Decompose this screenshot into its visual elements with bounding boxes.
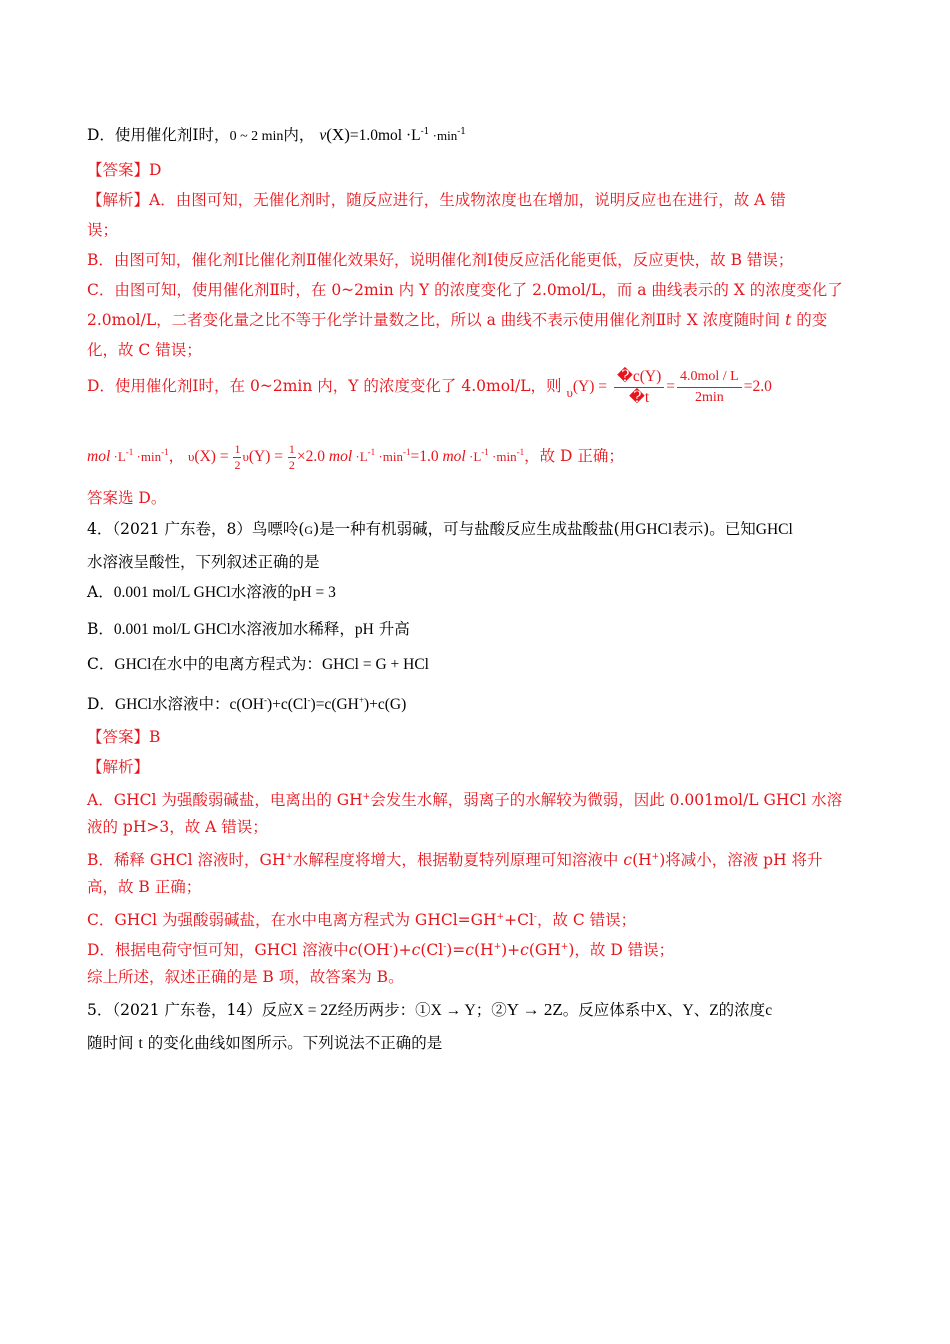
q4-option-b-label: B． (87, 620, 114, 638)
q3-option-d-prefix: D．使用催化剂Ⅰ时， (87, 126, 230, 144)
q3-analysis-line-8 (87, 432, 624, 477)
q4-analysis-a-2: 液的 pH>3，故 A 错误； (87, 818, 268, 836)
q5-s1f: 、 (693, 1001, 710, 1019)
q3-analysis-line-4: C．由图可知，使用催化剂Ⅱ时，在 0~2min 内 Y 的浓度变化了 2.0mol/L，而 a 曲线表示的 X 的浓度变化了 (87, 281, 843, 299)
q4-d1e: (Cl (420, 941, 444, 959)
q3-exp-5: -1 (481, 447, 489, 457)
q4-a1a: A．GHCl 为强酸弱碱盐，电离出的 GH (87, 791, 363, 809)
q3-analysis-line-5a: 2.0mol/L，二者变化量之比不等于化学计量数之比，所以 a 曲线不表示使用催化剂Ⅱ时 X 浓度随时间 (87, 311, 781, 329)
q4-d1-sup-2: - (443, 942, 447, 952)
q4-answer: 【答案】B (87, 728, 161, 746)
q3-exp-4: -1 (402, 447, 411, 457)
q3-unit-mol-2: mol (328, 448, 353, 465)
q5-s1g: 的浓度 (718, 1001, 766, 1019)
q4-option-c-formula: GHCl (114, 656, 152, 673)
q3-half-1 (233, 442, 241, 473)
q3-unit-l-2: ·L (352, 449, 368, 464)
q4-analysis-head: 【解析】 (87, 758, 150, 776)
q3-half-2-den: 2 (288, 457, 295, 472)
q3-rate-val: =1.0mol ·L (349, 127, 421, 144)
q5-s2a: 随时间 (87, 1034, 134, 1052)
q3-rate-exp-l: -1 (420, 127, 430, 137)
q3-vy-2: (Y) = (248, 448, 284, 465)
q5-reaction: X = 2Z (292, 1002, 338, 1019)
q4-option-c-label: C． (87, 655, 115, 673)
q5-x: X (655, 1002, 667, 1019)
q4-d-sup-2: - (307, 695, 311, 705)
q4-option-d (87, 690, 406, 715)
q5-s1d: 。反应体系中 (562, 1001, 656, 1019)
q4-b1d: (H (632, 851, 652, 869)
q4-d1f: )= (446, 941, 466, 959)
q3-rate-min: ·min (429, 128, 458, 143)
q4-analysis-b-2: 高，故 B 正确； (87, 878, 202, 896)
q3-vx: (X) = (194, 448, 229, 465)
q4-stem-1b: )是一种有机弱碱，可与盐酸反应生成盐酸盐(用 (313, 520, 636, 538)
q4-b1b: 水解程度将增大，根据勒夏特列原理可知溶液中 (292, 851, 619, 869)
q5-s1a: 5．（2021 广东卷，14）反应 (87, 1001, 293, 1019)
q3-exp-3: -1 (367, 447, 376, 457)
q4-stem-line-1 (87, 519, 793, 540)
q3-analysis-line-5b: 的变 (796, 311, 828, 329)
q3-analysis-line-6: 化，故 C 错误； (87, 341, 202, 359)
q5-t: t (138, 1035, 143, 1052)
q4-option-c-mid: 在水中的电离方程式为： (151, 655, 322, 673)
q3-fraction-num: �c(Y) (614, 367, 664, 388)
q3-fraction-den: �t (629, 388, 650, 406)
q4-option-b (87, 619, 410, 640)
q4-option-a-formula: 0.001 mol/L GHCl (113, 584, 231, 601)
q4-option-d-formula: GHCl (114, 696, 152, 713)
q4-b1-sup-2: + (651, 852, 660, 862)
q3-analysis-t: t (785, 311, 792, 329)
q3-unit-mol-1: mol (87, 448, 111, 465)
q5-y: Y (682, 1002, 694, 1019)
q4-d-sup-3: + (358, 695, 364, 705)
q4-b1-c: c (623, 851, 633, 869)
q3-times: ×2.0 (296, 448, 326, 465)
q3-analysis-line-3: B．由图可知，催化剂Ⅰ比催化剂Ⅱ催化效果好，说明催化剂Ⅰ使反应活化能更低，反应更快，故 B 错误； (87, 251, 794, 269)
q3-fraction-values (677, 367, 742, 408)
q4-d1-c4: c (520, 941, 529, 959)
q3-upsilon-2: υ (187, 449, 195, 464)
q4-option-a-label: A． (87, 583, 114, 601)
q5-stem-line-1 (87, 1000, 772, 1021)
q4-stem-line-2: 水溶液呈酸性，下列叙述正确的是 (87, 553, 320, 571)
q3-fraction-den2: 2min (694, 389, 724, 405)
q4-d1j: )，故 D 错误； (568, 941, 675, 959)
q4-stem-ghcl: GHCl (635, 521, 673, 538)
q4-option-a-mid: 水溶液的 (230, 583, 293, 601)
q3-comma: ， (168, 448, 185, 465)
q4-d1i: (GH (528, 941, 561, 959)
q4-analysis-d (87, 937, 674, 960)
q4-d1-c1: c (348, 941, 358, 959)
q3-exp-1: -1 (125, 447, 134, 457)
q3-analysis-line-5 (87, 310, 827, 330)
q3-half-2-num: 1 (288, 441, 295, 456)
q4-analysis-c (87, 907, 636, 930)
q4-b1-sup: + (285, 852, 293, 862)
q3-unit-min-1: ·min (133, 449, 162, 464)
q3-fraction-dc-dt (614, 367, 664, 408)
q3-answer: 【答案】D (87, 161, 162, 179)
q4-a1b: 会发生水解，弱离子的水解较为微弱，因此 0.001mol/L GHCl 水溶 (370, 791, 843, 809)
q3-result: =2.0 (743, 378, 772, 395)
q4-option-b-end: 升高 (378, 620, 410, 638)
q3-half-2 (288, 442, 296, 473)
q4-d1b: (OH (357, 941, 390, 959)
q3-analysis-line-2: 误； (87, 221, 119, 239)
q4-option-c (87, 654, 429, 675)
q3-fraction-num2: 4.0mol / L (677, 367, 742, 388)
q5-stem-line-2 (87, 1033, 442, 1054)
q4-d-sup-1: - (263, 695, 267, 705)
q4-d-eq-a: c(OH (229, 696, 264, 713)
q5-z: Z (709, 1002, 719, 1019)
q5-c: c (765, 1002, 773, 1019)
q4-option-b-formula: 0.001 mol/L GHCl (113, 621, 231, 638)
q4-analysis-b-1 (87, 847, 823, 870)
q4-option-a (87, 582, 336, 603)
q3-vy: (Y) = (572, 378, 608, 395)
q3-analysis-line-7-text: D．使用催化剂Ⅰ时，在 0~2min 内，Y 的浓度变化了 4.0mol/L，则 (87, 377, 562, 395)
q4-d1g: (H (473, 941, 494, 959)
q4-c1-sup: + (496, 912, 505, 922)
q4-stem-ghcl-2: GHCl (755, 521, 793, 538)
q5-s1b: 经历两步：① (337, 1001, 431, 1019)
q3-unit-l-1: ·L (110, 449, 126, 464)
q4-c1a: C．GHCl 为强酸弱碱盐，在水中电离方程式为 GHCl=GH (87, 911, 497, 929)
q3-line-8-end: ，故 D 正确； (524, 447, 624, 465)
q5-s1e: 、 (666, 1001, 683, 1019)
q4-d1-sup-3: + (493, 942, 502, 952)
q4-option-b-ph: pH (354, 621, 374, 638)
q4-a1-sup: + (362, 792, 371, 802)
q4-stem-1c: 表示)。已知 (672, 520, 756, 538)
q3-analysis-line-7 (87, 366, 772, 413)
q3-analysis-line-1: 【解析】A．由图可知，无催化剂时，随反应进行，生成物浓度也在增加，说明反应也在进行，故 A 错 (87, 191, 786, 209)
q4-c1c: ，故 C 错误； (536, 911, 637, 929)
q3-eq-result: =1.0 (410, 448, 439, 465)
q4-option-d-label: D． (87, 695, 115, 713)
q4-stem-g: G (304, 523, 314, 537)
q3-unit-mol-3: mol (442, 448, 466, 465)
q4-option-c-equation: GHCl = G + HCl (321, 656, 429, 673)
q3-eq-sign: = (666, 378, 675, 395)
q3-half-1-den: 2 (234, 457, 241, 472)
q3-unit-l-3: ·L (465, 449, 482, 464)
q4-option-d-equation (230, 696, 407, 713)
q4-d-eq-b: )+c(Cl (266, 696, 308, 713)
q4-b1a: B．稀释 GHCl 溶液时，GH (87, 851, 286, 869)
q4-d-eq-c: )=c(GH (310, 696, 359, 713)
q4-option-a-ph: pH = 3 (292, 584, 336, 601)
q3-option-d-range: 0 ~ 2 min (229, 129, 284, 144)
q4-c1b: +Cl (504, 911, 534, 929)
q3-answer-choice: 答案选 D。 (87, 489, 167, 507)
q4-b1e: )将减小，溶液 pH 将升 (659, 851, 823, 869)
q4-d1-c3: c (465, 941, 474, 959)
q3-unit-min-2: ·min (375, 449, 403, 464)
q5-s1c: ；② (475, 1001, 507, 1019)
q3-rate-exp-min: -1 (457, 127, 466, 137)
q3-option-d (87, 122, 466, 147)
q3-exp-6: -1 (516, 447, 525, 457)
q3-upsilon-3: υ (242, 449, 249, 464)
q5-step-1: X → Y (430, 1002, 476, 1019)
q3-upsilon: υ (566, 385, 573, 400)
q5-step-2: Y → 2Z (506, 1000, 563, 1019)
q4-option-d-mid: 水溶液中： (151, 695, 230, 713)
q4-c1-sup-2: - (533, 912, 537, 922)
q3-rate-expr: (X) (326, 125, 350, 144)
q3-unit-min-3: ·min (488, 449, 517, 464)
q4-d1h: )+ (501, 941, 521, 959)
q4-option-b-mid: 水溶液加水稀释， (230, 620, 355, 638)
q4-d1-sup-4: + (560, 942, 569, 952)
q4-d-eq-d: )+c(G) (363, 696, 407, 713)
q3-exp-2: -1 (161, 447, 169, 457)
q3-half-1-num: 1 (234, 441, 241, 456)
q3-rate-lhs: v (319, 127, 327, 144)
q4-d1d: )+ (392, 941, 412, 959)
q4-stem-1a: 4．（2021 广东卷，8）鸟嘌呤( (87, 520, 305, 538)
q4-summary: 综上所述，叙述正确的是 B 项，故答案为 B。 (87, 968, 404, 986)
q3-option-d-mid: 内， (283, 126, 315, 144)
q4-d1-c2: c (411, 941, 421, 959)
q4-d1a: D．根据电荷守恒可知，GHCl 溶液中 (87, 941, 349, 959)
q5-s2b: 的变化曲线如图所示。下列说法不正确的是 (147, 1034, 443, 1052)
q4-analysis-a-1 (87, 787, 842, 810)
q4-d1-sup-1: - (389, 942, 393, 952)
